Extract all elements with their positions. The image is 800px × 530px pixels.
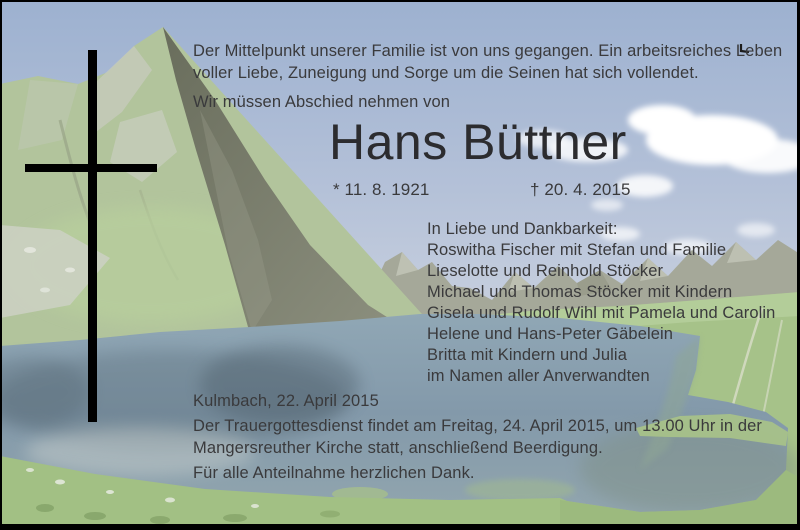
mourner-line: Britta mit Kindern und Julia <box>427 346 627 364</box>
mourners-heading: In Liebe und Dankbarkeit: <box>427 220 618 238</box>
mourner-line: Lieselotte und Reinhold Stöcker <box>427 262 664 280</box>
intro-text <box>193 40 782 84</box>
mourner-line: Helene und Hans-Peter Gäbelein <box>427 325 674 343</box>
mourner-line: Gisela und Rudolf Wihl mit Pamela und Carolin <box>427 304 776 322</box>
thanks-text: Für alle Anteilnahme herzlichen Dank. <box>193 464 475 482</box>
death-date: † 20. 4. 2015 <box>530 180 631 199</box>
farewell-text: Wir müssen Abschied nehmen von <box>193 93 451 111</box>
intro-line-2: voller Liebe, Zuneigung und Sorge um die Seinen hat sich vollendet. <box>193 64 699 82</box>
mourner-line: Michael und Thomas Stöcker mit Kindern <box>427 283 733 301</box>
mourners-block <box>427 219 775 387</box>
mourner-line: im Namen aller Anverwandten <box>427 367 650 385</box>
cross-horizontal-bar <box>25 164 157 172</box>
cross-vertical-bar <box>88 50 97 422</box>
service-line-1: Der Trauergottesdienst findet am Freitag, 24. April 2015, um 13.00 Uhr in der <box>193 417 762 435</box>
service-info <box>193 416 762 459</box>
place-and-date: Kulmbach, 22. April 2015 <box>193 392 379 410</box>
birth-date: * 11. 8. 1921 <box>333 180 430 199</box>
mourner-line: Roswitha Fischer mit Stefan und Familie <box>427 241 727 259</box>
intro-line-1: Der Mittelpunkt unserer Familie ist von uns gegangen. Ein arbeitsreiches Leben <box>193 42 783 60</box>
deceased-name: Hans Büttner <box>329 114 627 170</box>
service-line-2: Mangersreuther Kirche statt, anschließend Beerdigung. <box>193 438 603 457</box>
